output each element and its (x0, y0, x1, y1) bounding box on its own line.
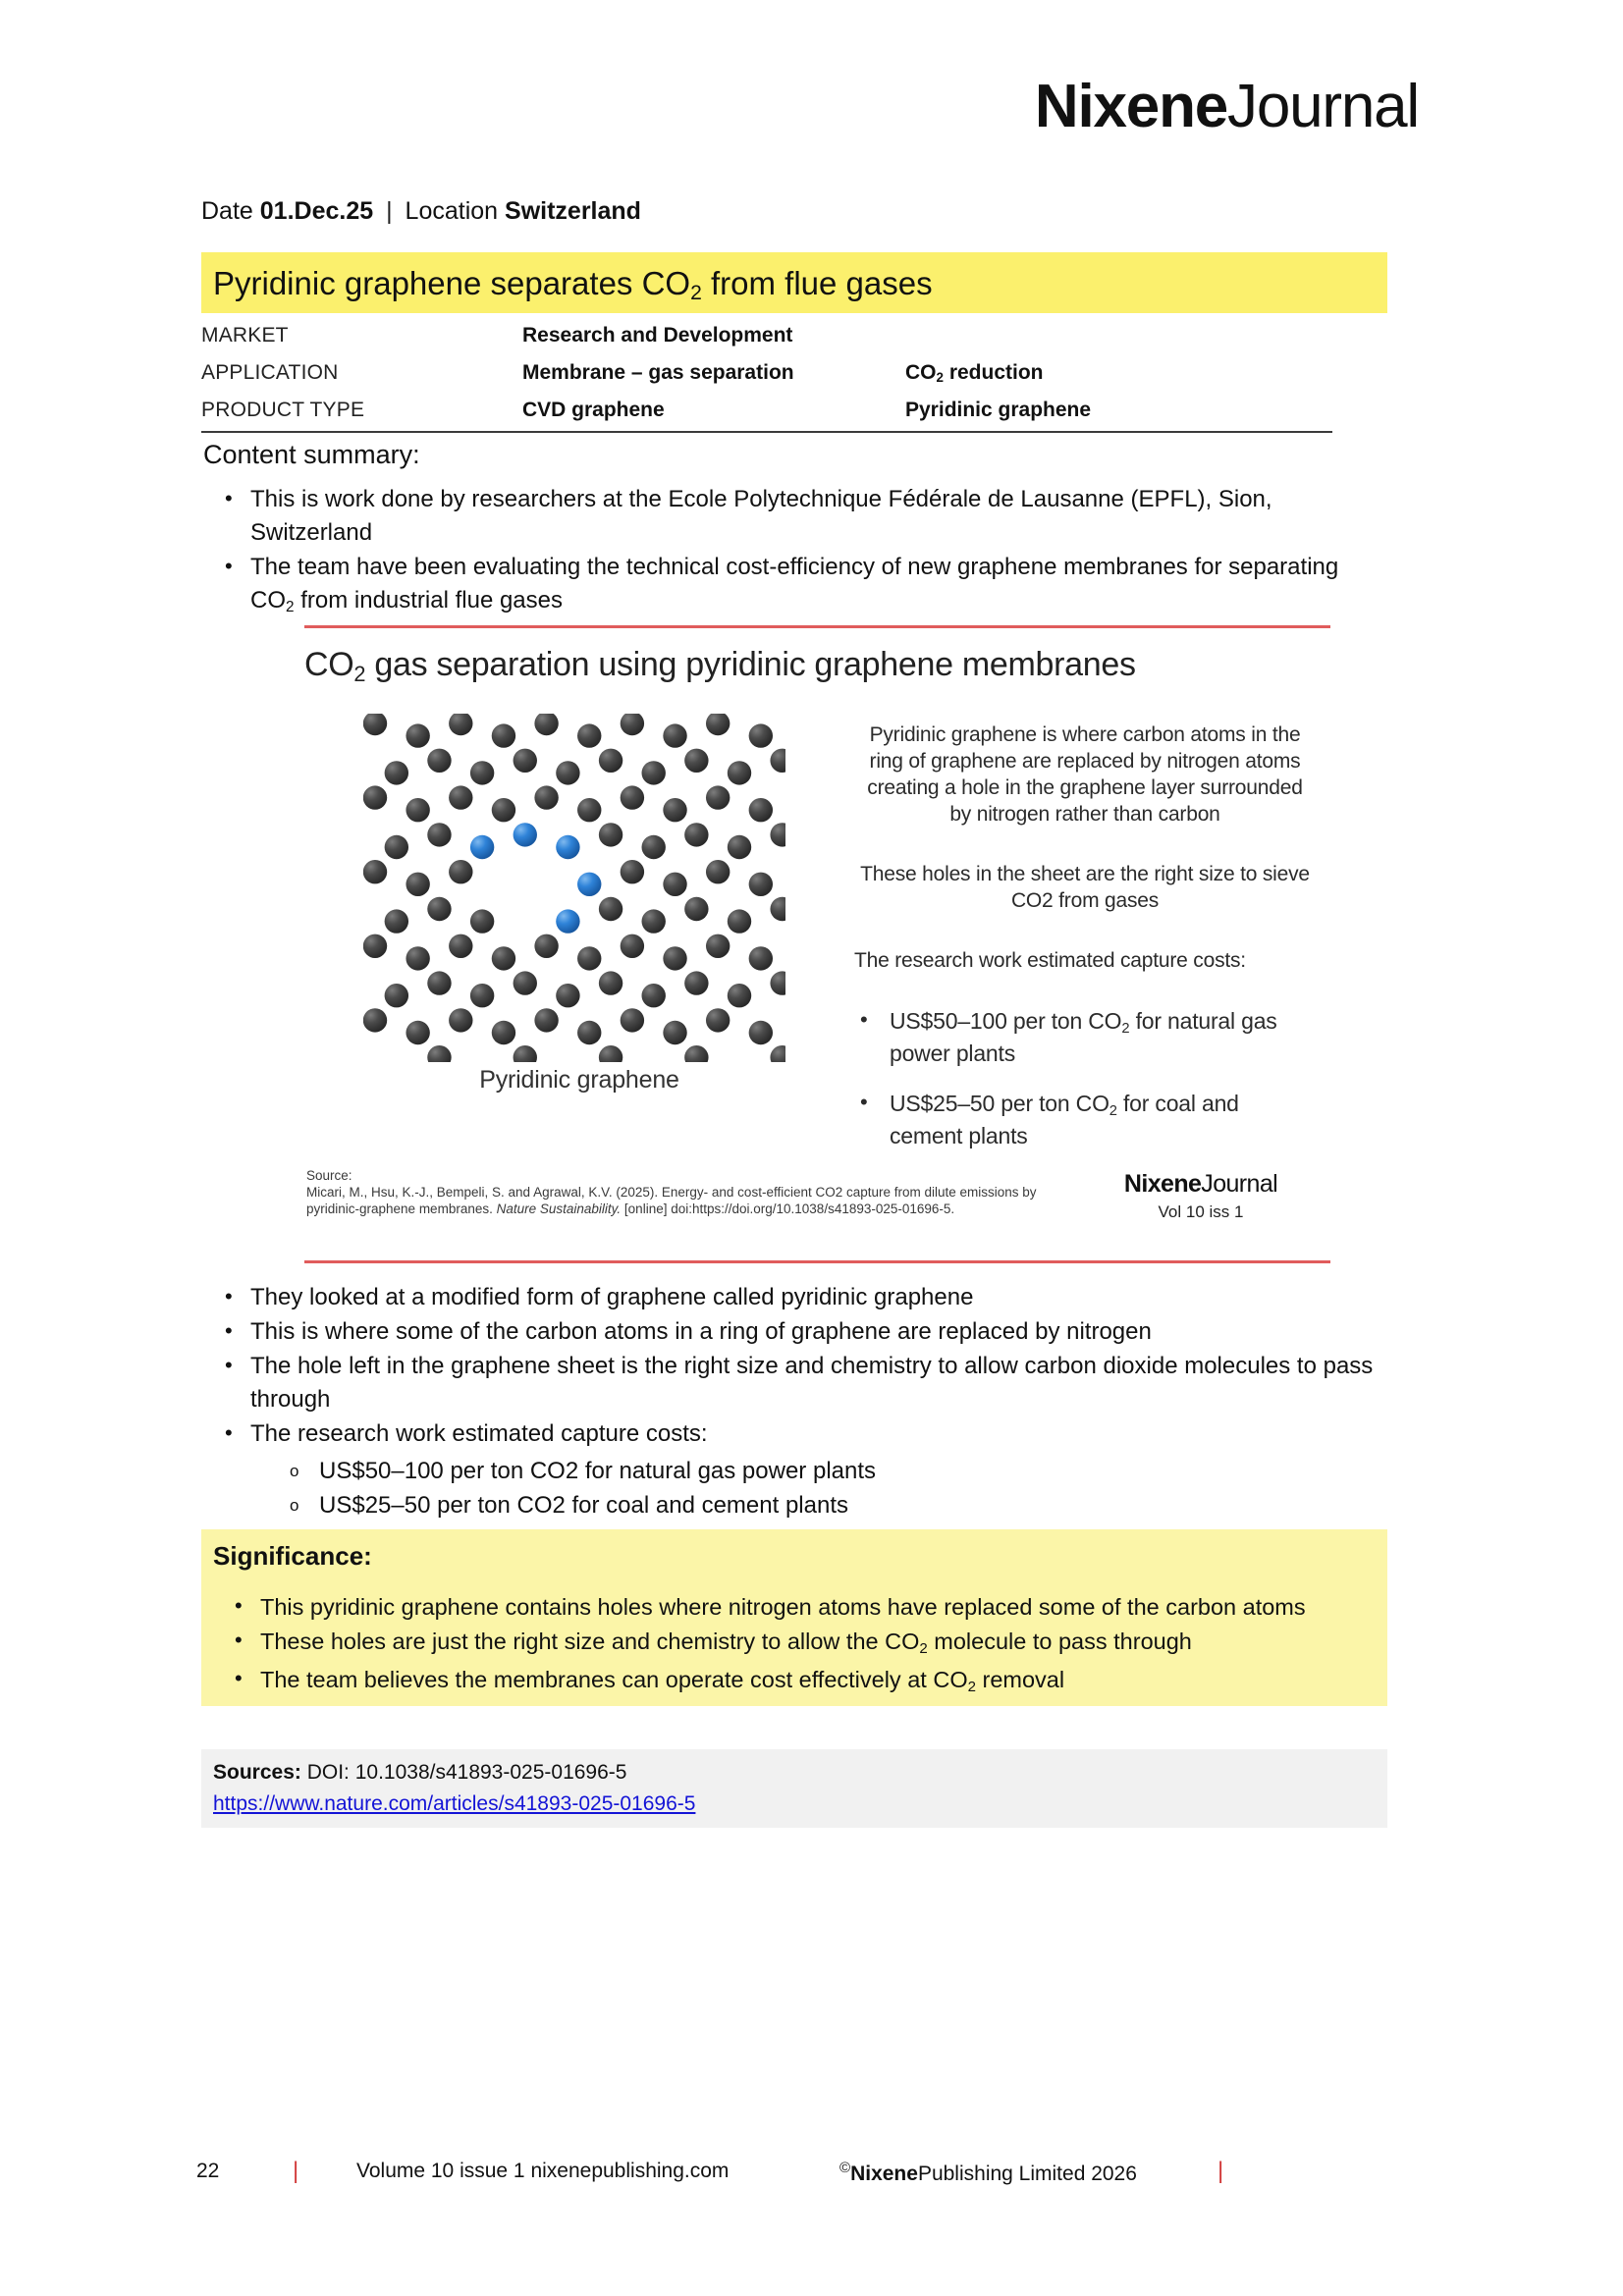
carbon-atom (706, 785, 730, 809)
carbon-atom (749, 1021, 773, 1044)
figure-volume: Vol 10 iss 1 (1158, 1201, 1244, 1221)
carbon-atom (599, 749, 622, 773)
metadata-table (201, 320, 1332, 433)
carbon-atom (728, 909, 751, 933)
carbon-atom (706, 934, 730, 958)
carbon-atom (642, 909, 666, 933)
sources-doi-line (213, 1761, 626, 1785)
figure-logo-bold: Nixene (1123, 1170, 1202, 1198)
carbon-atom (684, 971, 708, 994)
masthead-logo (0, 73, 1419, 140)
nitrogen-atom (577, 873, 601, 896)
date-value: 01.Dec.25 (259, 197, 374, 225)
carbon-atom (642, 835, 666, 859)
page-title (201, 264, 933, 304)
list-item: • This pyridinic graphene contains holes where nitrogen atoms have replaced some of the carbon atoms (213, 1590, 1377, 1624)
carbon-atom (728, 984, 751, 1007)
source-label: Source: (306, 1168, 352, 1183)
carbon-atom (427, 897, 451, 921)
carbon-atom (621, 860, 644, 883)
carbon-atom (728, 761, 751, 784)
content-summary-list (203, 483, 1362, 621)
carbon-atom (363, 785, 387, 809)
date-label: Date (201, 197, 253, 225)
footer-page-number: 22 (196, 2160, 220, 2182)
carbon-atom (449, 785, 472, 809)
nitrogen-atom (470, 835, 494, 859)
figure-paragraph-2: These holes in the sheet are the right size to sieve CO2 from gases (860, 863, 1310, 912)
carbon-atom (556, 761, 579, 784)
carbon-atom (599, 1045, 622, 1062)
carbon-atom (621, 934, 644, 958)
content-summary-heading: Content summary: (203, 440, 420, 469)
figure-cost-list (854, 1007, 1316, 1150)
carbon-atom (514, 749, 537, 773)
figure-bottom-rule (304, 1260, 1330, 1263)
figure-paragraph-3: The research work estimated capture costs: (854, 949, 1246, 972)
citation-part-a: Micari, M., Hsu, K.-J., Bempeli, S. and Agrawal, K.V. (2025). Energy- and cost-efficient CO2 capture from dilute emissions by pyridinic-graphene membranes. (306, 1185, 1037, 1216)
lattice-caption: Pyridinic graphene (479, 1066, 679, 1094)
carbon-atom (406, 723, 429, 747)
citation-part-b: [online] doi:https://doi.org/10.1038/s41893-025-01696-5. (621, 1201, 955, 1216)
carbon-atom (427, 971, 451, 994)
carbon-atom (621, 785, 644, 809)
carbon-atom (427, 823, 451, 846)
carbon-atom (663, 873, 686, 896)
masthead-bold: Nixene (1034, 73, 1228, 140)
infographic-figure (304, 625, 1330, 1263)
sources-box (201, 1749, 1387, 1828)
carbon-atom (470, 984, 494, 1007)
carbon-atom (684, 897, 708, 921)
carbon-atom (449, 1008, 472, 1032)
carbon-atom (363, 860, 387, 883)
carbon-atom (621, 714, 644, 735)
carbon-atom (770, 823, 785, 846)
list-item: • The team believes the membranes can operate cost effectively at $CO_2$ removal (213, 1663, 1377, 1700)
carbon-atom (599, 971, 622, 994)
carbon-atom (449, 860, 472, 883)
meta-value-1: Research and Development (522, 324, 793, 347)
dateline-separator: | (386, 197, 393, 225)
location-label: Location (405, 197, 499, 225)
sub-list-item: o US$50–100 per ton CO2 for natural gas power plants (250, 1455, 1411, 1488)
carbon-atom (642, 984, 666, 1007)
meta-value-2 (905, 320, 1332, 324)
list-item: • This is where some of the carbon atoms in a ring of graphene are replaced by nitrogen (203, 1315, 1411, 1349)
carbon-atom (577, 723, 601, 747)
carbon-atom (385, 761, 408, 784)
carbon-atom (556, 984, 579, 1007)
copyright-symbol: © (839, 2160, 851, 2176)
carbon-atom (427, 1045, 451, 1062)
carbon-atom (621, 1008, 644, 1032)
carbon-atom (749, 946, 773, 970)
carbon-atom (363, 1008, 387, 1032)
figure-right-panel (854, 721, 1316, 1172)
list-item: • US$50–100 per ton $CO_2$ for natural gas power plants (854, 1007, 1316, 1068)
list-item: • This is work done by researchers at the Ecole Polytechnique Fédérale de Lausanne (EPFL), Sion, Switzerland (203, 483, 1362, 550)
dateline (201, 196, 641, 226)
citation-journal: Nature Sustainability. (496, 1201, 622, 1216)
page-footer (0, 2160, 1623, 2199)
carbon-atom (749, 798, 773, 822)
carbon-atom (449, 714, 472, 735)
carbon-atom (492, 1021, 515, 1044)
carbon-atom (534, 785, 558, 809)
carbon-atom (492, 723, 515, 747)
carbon-atom (577, 946, 601, 970)
nitrogen-atom (514, 823, 537, 846)
list-item: • The hole left in the graphene sheet is the right size and chemistry to allow carbon dioxide molecules to pass through (203, 1350, 1411, 1416)
copyright-rest: Publishing Limited 2026 (917, 2163, 1137, 2185)
carbon-atom (577, 798, 601, 822)
list-item: • They looked at a modified form of graphene called pyridinic graphene (203, 1281, 1411, 1314)
figure-title: $CO_2$ gas separation using pyridinic graphene membranes (304, 646, 1136, 686)
sub-list-item: o US$25–50 per ton CO2 for coal and cement plants (250, 1489, 1411, 1522)
meta-value-2: Pyridinic graphene (905, 399, 1092, 421)
carbon-atom (663, 1021, 686, 1044)
footer-volume-text: Volume 10 issue 1 nixenepublishing.com (356, 2160, 730, 2182)
article-title-bar (201, 252, 1387, 313)
carbon-atom (663, 723, 686, 747)
list-item (203, 1417, 1411, 1522)
masthead-light: Journal (1227, 73, 1419, 140)
figure-paragraph-1: Pyridinic graphene is where carbon atoms in the ring of graphene are replaced by nitrogen atoms creating a hole in the graphene layer surrounded by nitrogen rather than carbon (867, 723, 1303, 826)
main-bullet-list (203, 1281, 1411, 1523)
sources-url-link[interactable]: https://www.nature.com/articles/s41893-025-01696-5 (213, 1792, 696, 1815)
meta-label: PRODUCT TYPE (201, 399, 365, 421)
carbon-atom (706, 714, 730, 735)
carbon-atom (406, 946, 429, 970)
carbon-atom (385, 984, 408, 1007)
meta-value-2: $CO_2$ reduction (905, 361, 1044, 386)
carbon-atom (749, 873, 773, 896)
carbon-atom (599, 897, 622, 921)
meta-value-1: Membrane – gas separation (522, 361, 794, 384)
copyright-bold: Nixene (850, 2163, 918, 2185)
carbon-atom (406, 1021, 429, 1044)
figure-source-citation (306, 1167, 1053, 1217)
carbon-atom (492, 946, 515, 970)
nitrogen-atom (556, 909, 579, 933)
carbon-atom (385, 909, 408, 933)
carbon-atom (706, 860, 730, 883)
carbon-atom (470, 909, 494, 933)
carbon-atom (684, 1045, 708, 1062)
table-row (201, 395, 1332, 433)
sources-label: Sources: (213, 1761, 301, 1784)
carbon-atom (406, 873, 429, 896)
carbon-atom (706, 1008, 730, 1032)
carbon-atom (599, 823, 622, 846)
significance-list (213, 1590, 1377, 1701)
sources-doi: DOI: 10.1038/s41893-025-01696-5 (306, 1761, 627, 1784)
carbon-atom (770, 971, 785, 994)
carbon-atom (684, 823, 708, 846)
nitrogen-atom (556, 835, 579, 859)
significance-box (201, 1529, 1387, 1706)
meta-label: APPLICATION (201, 361, 339, 384)
carbon-atom (534, 714, 558, 735)
footer-bar-right: | (1217, 2158, 1224, 2184)
location-value: Switzerland (505, 197, 641, 225)
page-title-text: Pyridinic graphene separates $CO_2$ from flue gases (213, 264, 933, 304)
carbon-atom (406, 798, 429, 822)
footer-bar-left: | (293, 2158, 299, 2184)
carbon-atom (577, 1021, 601, 1044)
carbon-atom (728, 835, 751, 859)
list-item: • US$25–50 per ton $CO_2$ for coal and cement plants (854, 1090, 1316, 1150)
meta-value-1: CVD graphene (522, 399, 665, 421)
carbon-atom (514, 971, 537, 994)
carbon-atom (770, 749, 785, 773)
carbon-atom (363, 934, 387, 958)
figure-left-panel (363, 714, 795, 1095)
carbon-atom (749, 723, 773, 747)
carbon-atom (770, 897, 785, 921)
carbon-atom (770, 1045, 785, 1062)
carbon-atom (385, 835, 408, 859)
carbon-atom (534, 1008, 558, 1032)
footer-copyright (839, 2160, 1137, 2186)
carbon-atom (363, 714, 387, 735)
list-item: • The team have been evaluating the technical cost-efficiency of new graphene membranes for separating $CO_2$ from industrial flue gases (203, 551, 1362, 620)
carbon-atom (663, 946, 686, 970)
meta-label: MARKET (201, 324, 289, 347)
carbon-atom (663, 798, 686, 822)
figure-top-rule (304, 625, 1330, 628)
carbon-atom (684, 749, 708, 773)
figure-logo-light: Journal (1201, 1170, 1278, 1198)
carbon-atom (642, 761, 666, 784)
table-row (201, 357, 1332, 395)
lattice-svg (363, 714, 785, 1062)
carbon-atom (492, 798, 515, 822)
carbon-atom (534, 934, 558, 958)
carbon-atom (449, 934, 472, 958)
graphene-lattice-diagram (363, 714, 785, 1062)
carbon-atom (427, 749, 451, 773)
table-row (201, 320, 1332, 357)
sub-bullet-list (250, 1455, 1411, 1522)
list-item: • These holes are just the right size and chemistry to allow the $CO_2$ molecule to pass through (213, 1625, 1377, 1662)
figure-logo (1073, 1171, 1328, 1222)
co2-subscript: 2 (690, 281, 702, 304)
significance-heading: Significance: (213, 1541, 372, 1571)
carbon-atom (514, 1045, 537, 1062)
carbon-atom (470, 761, 494, 784)
list-item-text: The research work estimated capture costs: (250, 1420, 708, 1447)
